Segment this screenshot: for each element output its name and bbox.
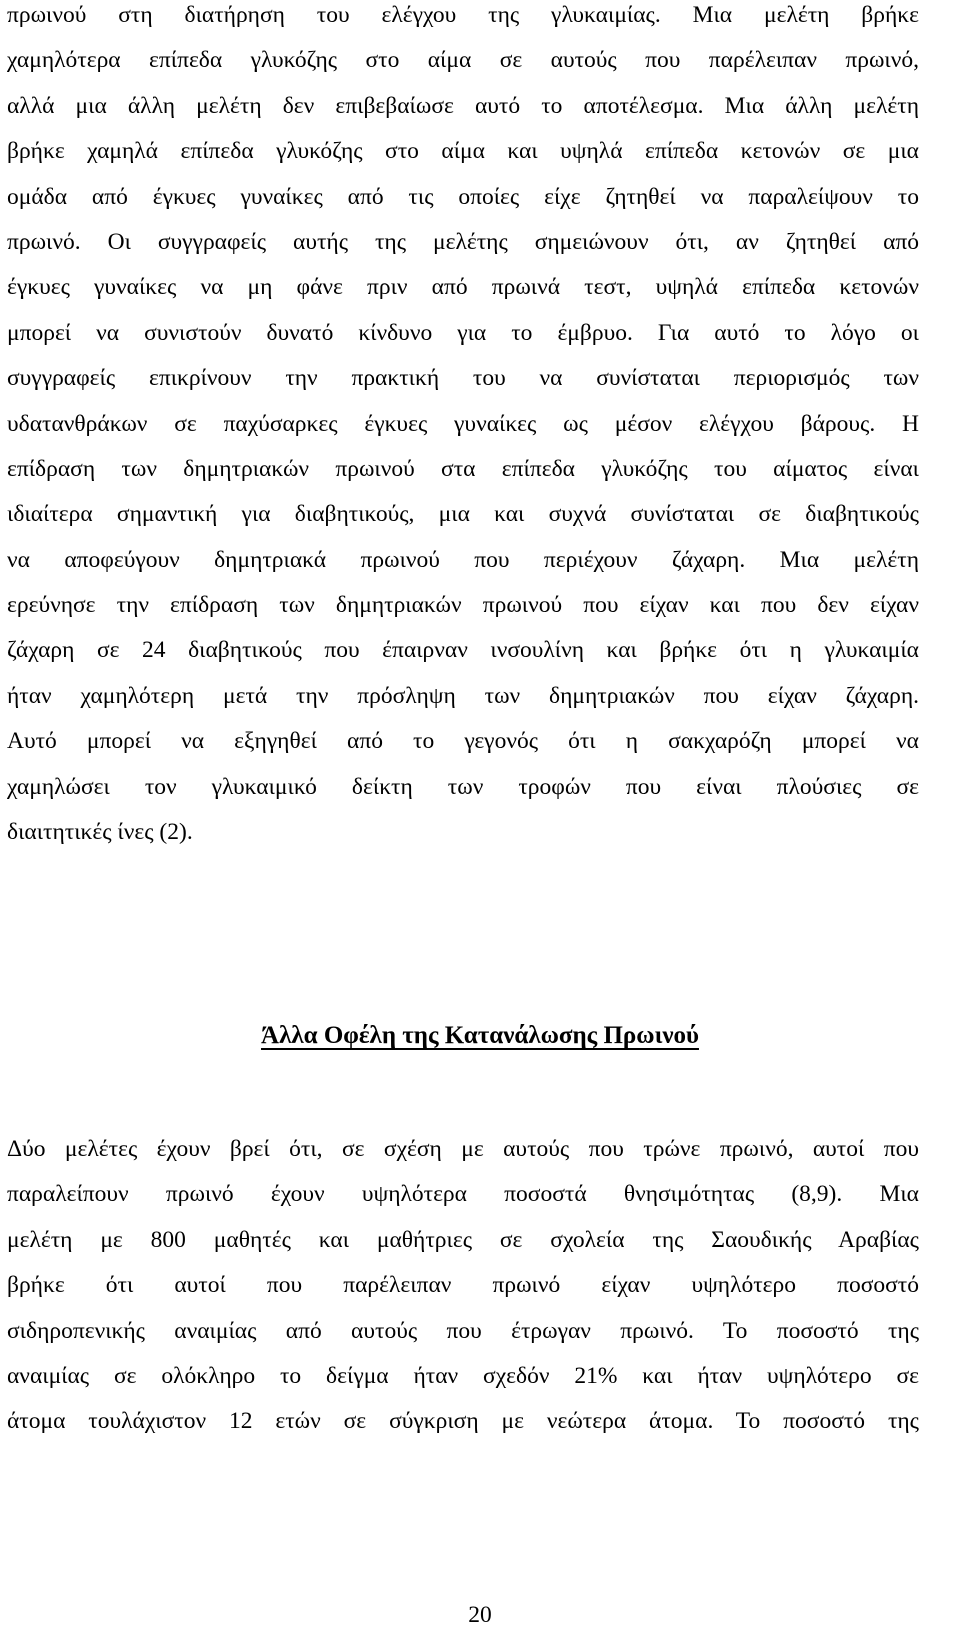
text-line: πρωινό. Οι συγγραφείς αυτής της μελέτης σημειώνουν ότι, αν ζητηθεί από — [7, 228, 919, 255]
page-number: 20 — [468, 1602, 492, 1628]
text-line: Δύο μελέτες έχουν βρεί ότι, σε σχέση με αυτούς που τρώνε πρωινό, αυτοί που — [7, 1136, 919, 1162]
text-line: βρήκε ότι αυτοί που παρέλειπαν πρωινό είχαν υψηλότερο ποσοστό — [7, 1272, 919, 1299]
text-line: χαμηλότερα επίπεδα γλυκόζης στο αίμα σε αυτούς που παρέλειπαν πρωινό, — [7, 47, 919, 74]
text-line: συγγραφείς επικρίνουν την πρακτική του να συνίσταται περιορισμός των — [7, 365, 919, 392]
text-line: μελέτη με 800 μαθητές και μαθήτριες σε σχολεία της Σαουδικής Αραβίας — [7, 1226, 919, 1253]
text-line: αναιμίας σε ολόκληρο το δείγμα ήταν σχεδόν 21% και ήταν υψηλότερο σε — [7, 1362, 919, 1389]
text-line: να αποφεύγουν δημητριακά πρωινού που περιέχουν ζάχαρη. Μια μελέτη — [7, 546, 919, 573]
paragraph-other-benefits — [7, 1127, 919, 1445]
text-line: μπορεί να συνιστούν δυνατό κίνδυνο για το έμβρυο. Για αυτό το λόγο οι — [7, 319, 919, 346]
text-line: ήταν χαμηλότερη μετά την πρόσληψη των δημητριακών που είχαν ζάχαρη. — [7, 682, 919, 709]
text-line: ιδιαίτερα σημαντική για διαβητικούς, μια και συχνά συνίσταται σε διαβητικούς — [7, 501, 919, 528]
paragraph-glycemia — [7, 0, 919, 855]
text-line: επίδραση των δημητριακών πρωινού στα επίπεδα γλυκόζης του αίματος είναι — [7, 455, 919, 482]
text-line: Αυτό μπορεί να εξηγηθεί από το γεγονός ότι η σακχαρόζη μπορεί να — [7, 728, 919, 755]
text-line: διαιτητικές ίνες (2). — [7, 819, 193, 846]
text-line: έγκυες γυναίκες να μη φάνε πριν από πρωινά τεστ, υψηλά επίπεδα κετονών — [7, 274, 919, 301]
text-line: βρήκε χαμηλά επίπεδα γλυκόζης στο αίμα και υψηλά επίπεδα κετονών σε μια — [7, 138, 919, 165]
text-line: σιδηροπενικής αναιμίας από αυτούς που έτρωγαν πρωινό. Το ποσοστό της — [7, 1317, 919, 1344]
text-line: πρωινού στη διατήρηση του ελέγχου της γλυκαιμίας. Μια μελέτη βρήκε — [7, 2, 919, 28]
text-line: ομάδα από έγκυες γυναίκες από τις οποίες είχε ζητηθεί να παραλείψουν το — [7, 183, 919, 210]
text-line: ζάχαρη σε 24 διαβητικούς που έπαιρναν ινσουλίνη και βρήκε ότι η γλυκαιμία — [7, 637, 919, 664]
text-line: παραλείπουν πρωινό έχουν υψηλότερα ποσοστά θνησιμότητας (8,9). Μια — [7, 1181, 919, 1208]
text-line: άτομα τουλάχιστον 12 ετών σε σύγκριση με νεώτερα άτομα. Το ποσοστό της — [7, 1408, 919, 1435]
text-line: αλλά μια άλλη μελέτη δεν επιβεβαίωσε αυτό το αποτέλεσμα. Μια άλλη μελέτη — [7, 92, 919, 119]
text-line: χαμηλώσει τον γλυκαιμικό δείκτη των τροφών που είναι πλούσιες σε — [7, 773, 919, 800]
text-line: ερεύνησε την επίδραση των δημητριακών πρωινού που είχαν και που δεν είχαν — [7, 592, 919, 619]
section-heading: Άλλα Οφέλη της Κατανάλωσης Πρωινού — [261, 1022, 699, 1049]
text-line: υδατανθράκων σε παχύσαρκες έγκυες γυναίκες ως μέσον ελέγχου βάρους. Η — [7, 410, 919, 437]
